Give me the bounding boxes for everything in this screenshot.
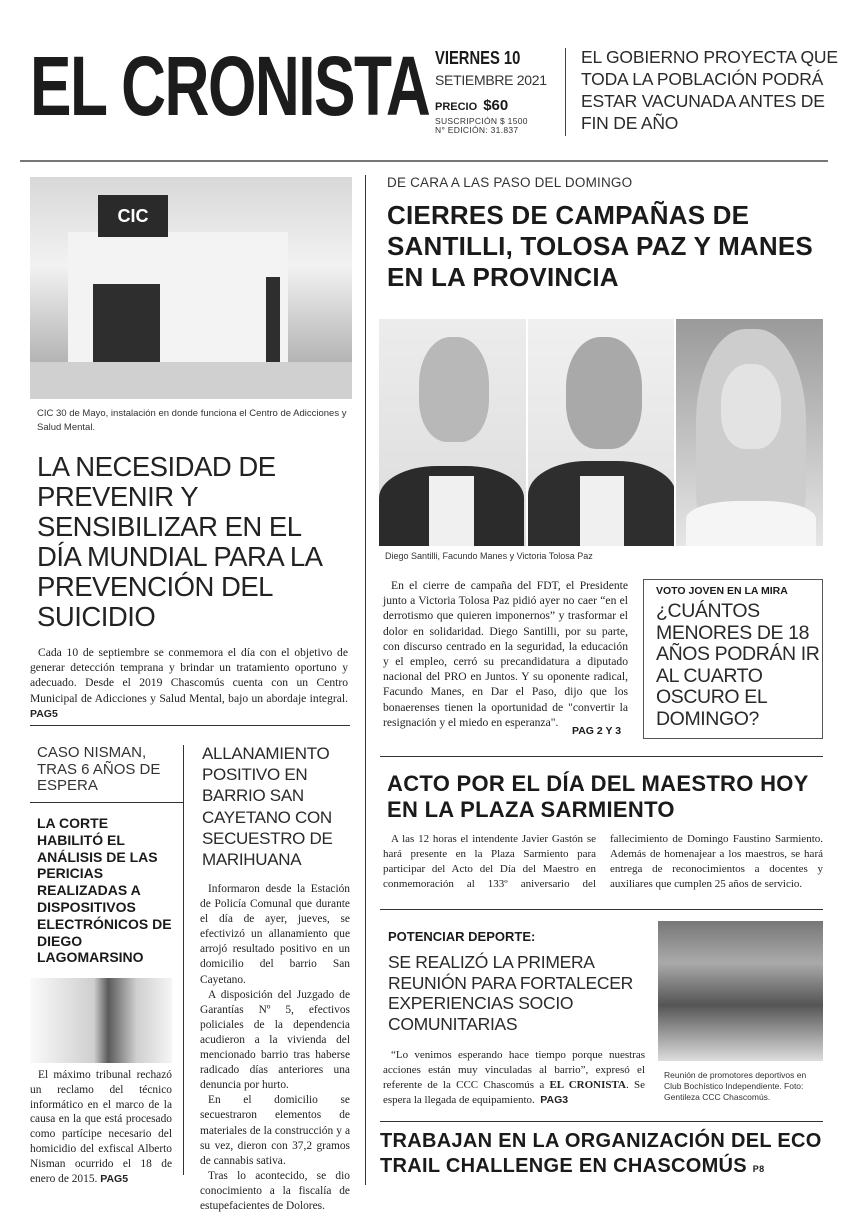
deporte-photo-caption: Reunión de promotores deportivos en Club Bochístico Independiente. Foto: Gentileza CCC Chascomús.	[664, 1070, 807, 1102]
campaign-bottom-rule	[380, 756, 823, 757]
allanamiento-paragraph: A disposición del Juzgado de Garantías Nº 5, efectivos policiales de la dependencia acudieron a la vivienda del mencionado barrio tras haberse radicado días anteriores una denuncia por hurto.	[200, 988, 350, 1092]
campaign-body	[383, 578, 628, 730]
lagomarsino-photo	[30, 978, 172, 1063]
allanamiento-headline[interactable]: ALLANAMIENTO POSITIVO EN BARRIO SAN CAYETANO CON SECUESTRO DE MARIHUANA	[202, 744, 333, 870]
maestro-body	[383, 832, 823, 892]
cic-building-photo	[30, 177, 352, 399]
photo-tolosa-paz	[676, 319, 823, 546]
maestro-bottom-rule	[380, 909, 823, 910]
deporte-headline[interactable]: SE REALIZÓ LA PRIMERA REUNIÓN PARA FORTALECER EXPERIENCIAS SOCIO COMUNITARIAS	[388, 952, 633, 1034]
deporte-kicker: POTENCIAR DEPORTE:	[388, 929, 536, 944]
nisman-body-text: El máximo tribunal rechazó un reclamo del técnico informático en el marco de la causa en la que está procesado como partícipe necesario del homicidio del exfiscal Alberto Nisman ocurrido el 18 de enero de 2015.	[30, 1069, 172, 1185]
allanamiento-paragraph: En el domicilio se secuestraron elementos de materiales de la construcción y a su vez, dieron con 37,2 gramos de cannabis sativa.	[200, 1094, 350, 1167]
left-column-rule	[30, 725, 350, 726]
candidates-photo	[379, 319, 823, 546]
photo-cic-sign: CIC	[98, 195, 168, 237]
cic-body-text: Cada 10 de septiembre se conmemora el día con el objetivo de generar detección temprana y brindar un tratamiento oportuno y adecuado. Desde el 2019 Chascomús cuenta con un Centro Municipal de Adicciones y Salud Mental, bajo un abordaje integral.	[30, 646, 348, 705]
trail-headline[interactable]	[380, 1129, 840, 1182]
nisman-page-ref[interactable]: PAG5	[100, 1172, 129, 1185]
nisman-kicker-rule	[30, 802, 183, 803]
allanamiento-paragraph: Informaron desde la Estación de Policía Comunal que durante el día de ayer, jueves, se efectivizó un allanamiento que arrojó resultado positivo en un domicilio del barrio San Cayetano.	[200, 883, 350, 986]
photo-door	[93, 284, 160, 364]
voto-joven-kicker: VOTO JOVEN EN LA MIRA	[656, 585, 788, 597]
deporte-body: “Lo venimos esperando hace tiempo porque nuestras acciones están muy vinculadas al barrio”, expresó el referente de la CCC Chascomús a EL CRONISTA. Se espera la llegada de equipamiento. PAG3	[383, 1049, 645, 1106]
nisman-headline[interactable]: LA CORTE HABILITÓ EL ANÁLISIS DE LAS PERICIAS REALIZADAS A DISPOSITIVOS ELECTRÓNICOS DE DIEGO LAGOMARSINO	[37, 815, 172, 966]
main-column-divider	[365, 175, 366, 1185]
cic-photo-caption: CIC 30 de Mayo, instalación en donde funciona el Centro de Adicciones y Salud Mental.	[37, 408, 347, 433]
masthead-title: EL CRONISTA	[30, 39, 430, 133]
campaign-kicker: DE CARA A LAS PASO DEL DOMINGO	[387, 175, 633, 190]
issue-month-year: SETIEMBRE 2021	[435, 72, 547, 88]
allanamiento-paragraph: Tras lo acontecido, se dio conocimiento a la fiscalía de estupefacientes de Dolores.	[200, 1169, 350, 1212]
cic-body	[30, 645, 348, 722]
subscription-price: SUSCRIPCIÓN $ 1500	[435, 116, 528, 126]
photo-santilli	[379, 319, 526, 546]
deporte-page-ref[interactable]: PAG3	[540, 1094, 569, 1106]
campaign-headline[interactable]: CIERRES DE CAMPAÑAS DE SANTILLI, TOLOSA PAZ Y MANES EN LA PROVINCIA	[387, 200, 813, 292]
photo-door-frame	[266, 277, 280, 372]
price-label: PRECIO	[435, 101, 478, 113]
trail-headline-text: TRABAJAN EN LA ORGANIZACIÓN DEL ECO TRAIL CHALLENGE EN CHASCOMÚS	[380, 1130, 822, 1177]
trail-page-ref[interactable]: P8	[752, 1164, 765, 1174]
maestro-headline[interactable]: ACTO POR EL DÍA DEL MAESTRO HOY EN LA PLAZA SARMIENTO	[387, 771, 809, 822]
cic-headline[interactable]: LA NECESIDAD DE PREVENIR Y SENSIBILIZAR EN EL DÍA MUNDIAL PARA LA PREVENCIÓN DEL SUICIDIO	[37, 451, 321, 632]
masthead-headline: EL GOBIERNO PROYECTA QUE TODA LA POBLACIÓN PODRÁ ESTAR VACUNADA ANTES DE FIN DE AÑO	[581, 47, 838, 133]
price-value: $60	[483, 97, 509, 114]
photo-manes	[528, 319, 675, 546]
promotores-meeting-photo	[658, 921, 823, 1061]
deporte-bottom-rule	[380, 1121, 823, 1122]
issue-day: VIERNES 10	[435, 48, 521, 68]
brand-mention: EL CRONISTA	[549, 1079, 626, 1091]
subscription-info	[435, 117, 528, 135]
voto-joven-headline: ¿CUÁNTOS MENORES DE 18 AÑOS PODRÁN IR AL CUARTO OSCURO EL DOMINGO?	[656, 600, 820, 730]
candidates-caption: Diego Santilli, Facundo Manes y Victoria Tolosa Paz	[385, 551, 593, 561]
maestro-body-text: A las 12 horas el intendente Javier Gastón se hará presente en la Plaza Sarmiento para participar del Acto del Día del Maestro en conmemoración al 133º aniversario del fallecimiento de Domingo Faustino Sarmiento. Además de homenajear a los maestros, se hará entrega de reconocimientos a docentes y auxiliares que cumplen 25 años de servicio.	[383, 833, 823, 890]
cic-page-ref[interactable]: PAG5	[30, 707, 58, 720]
campaign-body-text: En el cierre de campaña del FDT, el Presidente junto a Victoria Tolosa Paz pidió ayer no caer “en el derrotismo que quieren imponernos” y trasformar el dolor en solidaridad. Diego Santilli, por su parte, con discurso centrado en la seguridad, la educación y el empleo, cerró su precandidatura a diputado nacional del PRO en Juntos. Y su oponente radical, Facundo Manes, en Dar el Paso, dijo que los bonaerenses tienen la oportunidad de "convertir la resignación y el miedo en esperanza".	[383, 579, 628, 729]
masthead-rule	[20, 160, 828, 162]
price	[435, 97, 508, 114]
masthead-divider	[565, 48, 566, 136]
edition-number: N° EDICIÓN: 31.837	[435, 125, 519, 135]
allanamiento-body	[200, 882, 350, 1214]
nisman-body	[30, 1068, 172, 1186]
nisman-kicker: CASO NISMAN, TRAS 6 AÑOS DE ESPERA	[37, 744, 161, 794]
photo-ground	[30, 362, 352, 399]
nisman-column-divider	[183, 745, 184, 1175]
voto-joven-box[interactable]	[643, 579, 823, 739]
campaign-page-ref[interactable]: PAG 2 Y 3	[572, 725, 622, 737]
